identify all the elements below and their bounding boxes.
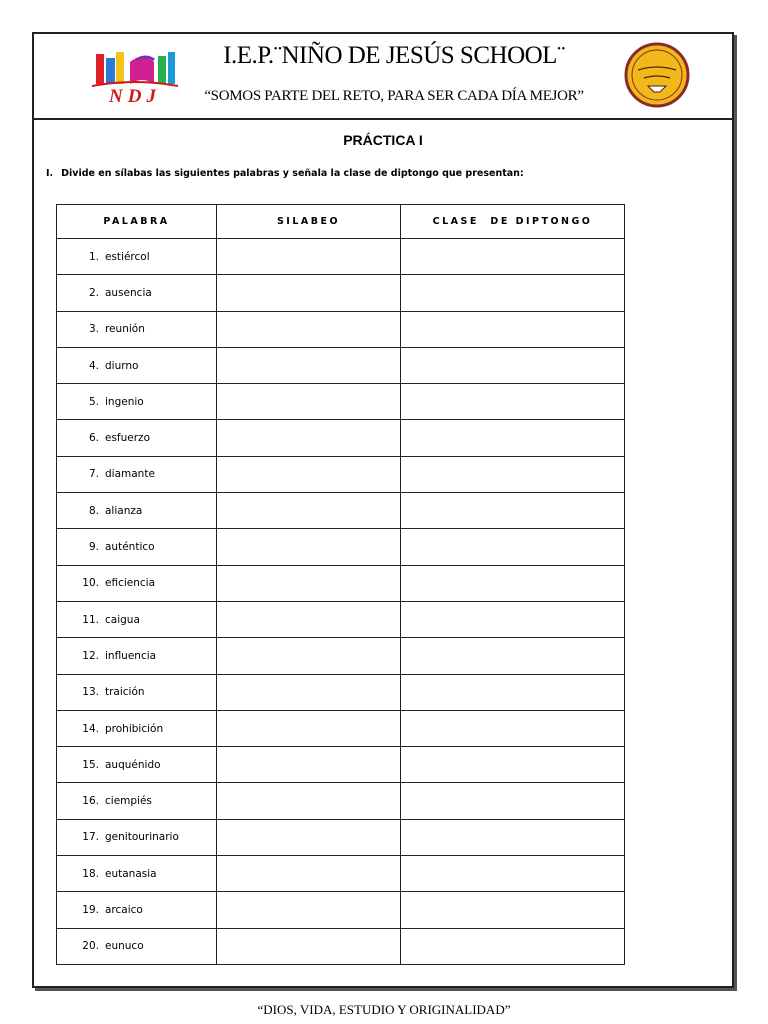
school-name: I.E.P.¨NIÑO DE JESÚS SCHOOL¨ — [223, 42, 565, 69]
word-text: diurno — [105, 359, 139, 372]
silabeo-answer-cell[interactable] — [217, 747, 401, 783]
word-text: ciempiés — [105, 795, 152, 808]
header-palabra: PALABRA — [57, 205, 217, 239]
ndj-logo — [92, 48, 178, 110]
word-text: estiércol — [105, 250, 150, 263]
seal-icon — [624, 42, 690, 108]
table-row — [57, 783, 625, 819]
word-text: reunión — [105, 323, 145, 336]
table-row — [57, 601, 625, 637]
word-number: 6. — [88, 432, 99, 445]
word-number: 17. — [82, 831, 99, 844]
word-number: 4. — [88, 359, 99, 372]
diptongo-answer-cell[interactable] — [401, 311, 625, 347]
word-text: genitourinario — [105, 831, 179, 844]
word-number: 14. — [82, 722, 99, 735]
words-table — [56, 204, 625, 965]
table-row — [57, 311, 625, 347]
word-text: eutanasia — [105, 867, 157, 880]
silabeo-answer-cell[interactable] — [217, 529, 401, 565]
diptongo-answer-cell[interactable] — [401, 928, 625, 964]
diptongo-answer-cell[interactable] — [401, 747, 625, 783]
diptongo-answer-cell[interactable] — [401, 239, 625, 275]
silabeo-answer-cell[interactable] — [217, 819, 401, 855]
word-number: 3. — [88, 323, 99, 336]
word-number: 9. — [88, 541, 99, 554]
word-text: alianza — [105, 504, 143, 517]
silabeo-answer-cell[interactable] — [217, 783, 401, 819]
word-number: 18. — [82, 867, 99, 880]
school-seal — [624, 42, 690, 108]
word-cell — [57, 456, 217, 492]
table-row — [57, 239, 625, 275]
table-row — [57, 747, 625, 783]
word-number: 20. — [82, 940, 99, 953]
table-header-row — [57, 205, 625, 239]
word-number: 12. — [82, 649, 99, 662]
word-text: auquénido — [105, 758, 161, 771]
word-text: arcaico — [105, 903, 143, 916]
table-row — [57, 275, 625, 311]
table-row — [57, 384, 625, 420]
word-number: 2. — [88, 286, 99, 299]
word-cell — [57, 783, 217, 819]
word-cell — [57, 710, 217, 746]
header-silabeo: SILABEO — [217, 205, 401, 239]
school-motto: “SOMOS PARTE DEL RETO, PARA SER CADA DÍA MEJOR” — [204, 88, 584, 104]
word-number: 11. — [82, 613, 99, 626]
table-row — [57, 928, 625, 964]
instruction-number: I. — [46, 168, 54, 179]
diptongo-answer-cell[interactable] — [401, 819, 625, 855]
word-cell — [57, 311, 217, 347]
table-row — [57, 493, 625, 529]
table-row — [57, 819, 625, 855]
diptongo-answer-cell[interactable] — [401, 638, 625, 674]
word-cell — [57, 856, 217, 892]
silabeo-answer-cell[interactable] — [217, 601, 401, 637]
word-cell — [57, 638, 217, 674]
word-text: eunuco — [105, 940, 144, 953]
word-cell — [57, 819, 217, 855]
word-cell — [57, 347, 217, 383]
diptongo-answer-cell[interactable] — [401, 601, 625, 637]
word-text: traición — [105, 686, 145, 699]
silabeo-answer-cell[interactable] — [217, 928, 401, 964]
silabeo-answer-cell[interactable] — [217, 638, 401, 674]
word-number: 16. — [82, 795, 99, 808]
word-cell — [57, 674, 217, 710]
word-text: diamante — [105, 468, 155, 481]
practice-title: PRÁCTICA I — [343, 132, 423, 148]
word-number: 10. — [82, 577, 99, 590]
silabeo-answer-cell[interactable] — [217, 239, 401, 275]
word-text: esfuerzo — [105, 432, 150, 445]
diptongo-answer-cell[interactable] — [401, 710, 625, 746]
word-text: ausencia — [105, 286, 152, 299]
diptongo-answer-cell[interactable] — [401, 565, 625, 601]
word-cell — [57, 747, 217, 783]
word-number: 1. — [88, 250, 99, 263]
word-cell — [57, 529, 217, 565]
word-cell — [57, 892, 217, 928]
books-icon — [92, 48, 178, 88]
silabeo-answer-cell[interactable] — [217, 275, 401, 311]
silabeo-answer-cell[interactable] — [217, 420, 401, 456]
diptongo-answer-cell[interactable] — [401, 493, 625, 529]
footer-slogan: “DIOS, VIDA, ESTUDIO Y ORIGINALIDAD” — [257, 1002, 511, 1017]
instruction — [46, 168, 716, 179]
table-row — [57, 710, 625, 746]
silabeo-answer-cell[interactable] — [217, 311, 401, 347]
worksheet-frame — [32, 32, 734, 988]
silabeo-answer-cell[interactable] — [217, 493, 401, 529]
diptongo-answer-cell[interactable] — [401, 856, 625, 892]
word-number: 8. — [88, 504, 99, 517]
table-row — [57, 529, 625, 565]
logo-text: NDJ — [109, 86, 161, 107]
diptongo-answer-cell[interactable] — [401, 529, 625, 565]
diptongo-answer-cell[interactable] — [401, 420, 625, 456]
word-text: prohibición — [105, 722, 164, 735]
word-cell — [57, 565, 217, 601]
table-row — [57, 420, 625, 456]
diptongo-answer-cell[interactable] — [401, 347, 625, 383]
word-cell — [57, 928, 217, 964]
table-row — [57, 638, 625, 674]
table-row — [57, 565, 625, 601]
word-number: 7. — [88, 468, 99, 481]
word-number: 13. — [82, 686, 99, 699]
word-number: 5. — [88, 395, 99, 408]
table-row — [57, 456, 625, 492]
diptongo-answer-cell[interactable] — [401, 456, 625, 492]
word-text: ingenio — [105, 395, 144, 408]
silabeo-answer-cell[interactable] — [217, 565, 401, 601]
word-text: influencia — [105, 649, 157, 662]
word-text: auténtico — [105, 541, 155, 554]
word-cell — [57, 239, 217, 275]
diptongo-answer-cell[interactable] — [401, 892, 625, 928]
diptongo-answer-cell[interactable] — [401, 674, 625, 710]
word-cell — [57, 275, 217, 311]
silabeo-answer-cell[interactable] — [217, 384, 401, 420]
table-row — [57, 347, 625, 383]
word-cell — [57, 420, 217, 456]
word-number: 19. — [82, 903, 99, 916]
diptongo-answer-cell[interactable] — [401, 783, 625, 819]
silabeo-answer-cell[interactable] — [217, 710, 401, 746]
table-row — [57, 856, 625, 892]
table-row — [57, 892, 625, 928]
word-cell — [57, 493, 217, 529]
instruction-text: Divide en sílabas las siguientes palabras y señala la clase de diptongo que presentan: — [61, 168, 524, 179]
word-cell — [57, 384, 217, 420]
diptongo-answer-cell[interactable] — [401, 275, 625, 311]
word-number: 15. — [82, 758, 99, 771]
silabeo-answer-cell[interactable] — [217, 856, 401, 892]
diptongo-answer-cell[interactable] — [401, 384, 625, 420]
silabeo-answer-cell[interactable] — [217, 347, 401, 383]
silabeo-answer-cell[interactable] — [217, 674, 401, 710]
word-cell — [57, 601, 217, 637]
word-text: caigua — [105, 613, 140, 626]
table-row — [57, 674, 625, 710]
silabeo-answer-cell[interactable] — [217, 456, 401, 492]
word-text: eficiencia — [105, 577, 156, 590]
silabeo-answer-cell[interactable] — [217, 892, 401, 928]
header-clase-diptongo: CLASE DE DIPTONGO — [401, 205, 625, 239]
header — [34, 34, 732, 120]
